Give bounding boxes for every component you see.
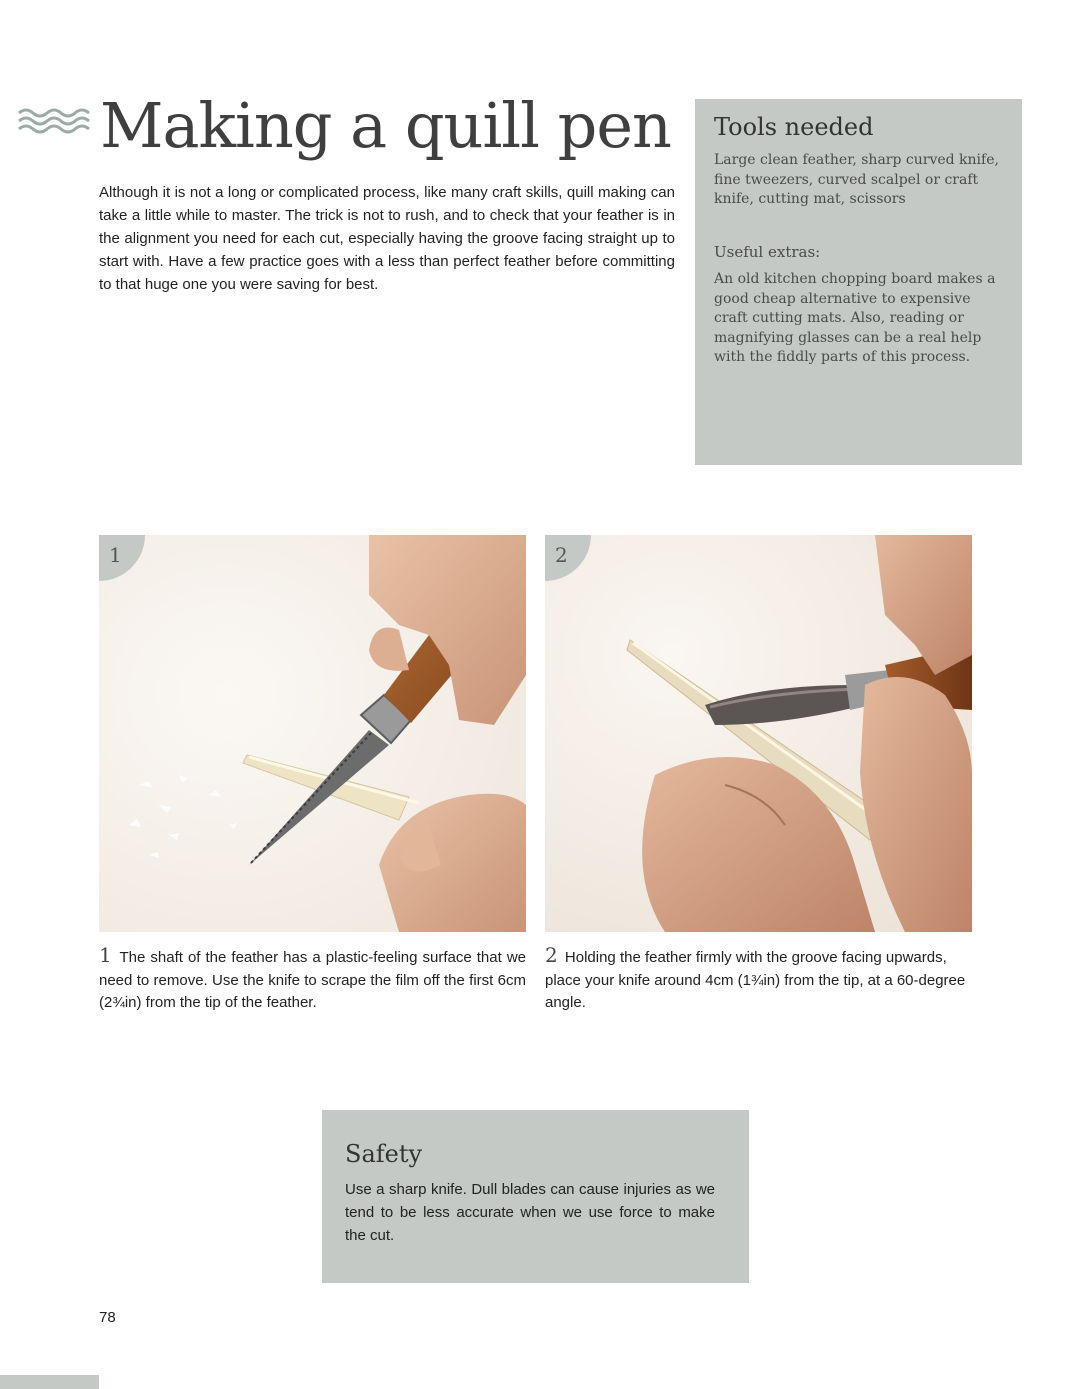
footer-bar	[0, 1375, 99, 1389]
step-1-badge-number: 1	[109, 543, 122, 567]
step-2-photo	[545, 535, 972, 932]
tools-needed-box	[695, 99, 1022, 465]
step-1-number: 1	[99, 943, 112, 967]
safety-heading: Safety	[345, 1140, 423, 1168]
useful-extras-text: An old kitchen chopping board makes a good cheap alternative to expensive craft cutting mats. Also, reading or magnifying glasses can be a real help with the fiddly parts of this process.	[714, 271, 996, 365]
safety-box	[322, 1110, 749, 1283]
wave-icon	[17, 104, 95, 138]
step-2-caption	[545, 944, 972, 1015]
page-number: 78	[99, 1309, 116, 1326]
step-2-number: 2	[545, 943, 558, 967]
step-2-badge-number: 2	[555, 543, 568, 567]
step-2-caption-text: Holding the feather firmly with the groove facing upwards, place your knife around 4cm (1¾in) from the tip, at a 60-degree angle.	[545, 949, 966, 1011]
page-title: Making a quill pen	[100, 89, 671, 162]
tools-list: Large clean feather, sharp curved knife, fine tweezers, curved scalpel or craft knife, cutting mat, scissors	[714, 152, 999, 207]
step-1-caption	[99, 944, 526, 1015]
useful-extras-heading: Useful extras:	[714, 242, 821, 261]
safety-text: Use a sharp knife. Dull blades can cause injuries as we tend to be less accurate when we use force to make the cut.	[345, 1181, 715, 1244]
intro-paragraph: Although it is not a long or complicated process, like many craft skills, quill making can take a little while to master. The trick is not to rush, and to check that your feather is in the alignment you need for each cut, especially having the groove facing straight up to start with. Have a few practice goes with a less than perfect feather before committing to that huge one you were saving for best.	[99, 184, 675, 293]
step-1-photo	[99, 535, 526, 932]
step-1-caption-text: The shaft of the feather has a plastic-feeling surface that we need to remove. Use the knife to scrape the film off the first 6cm (2¾in) from the tip of the feather.	[99, 949, 526, 1011]
tools-heading: Tools needed	[714, 113, 874, 141]
step-2-illustration	[545, 535, 972, 932]
step-1-illustration	[99, 535, 526, 932]
